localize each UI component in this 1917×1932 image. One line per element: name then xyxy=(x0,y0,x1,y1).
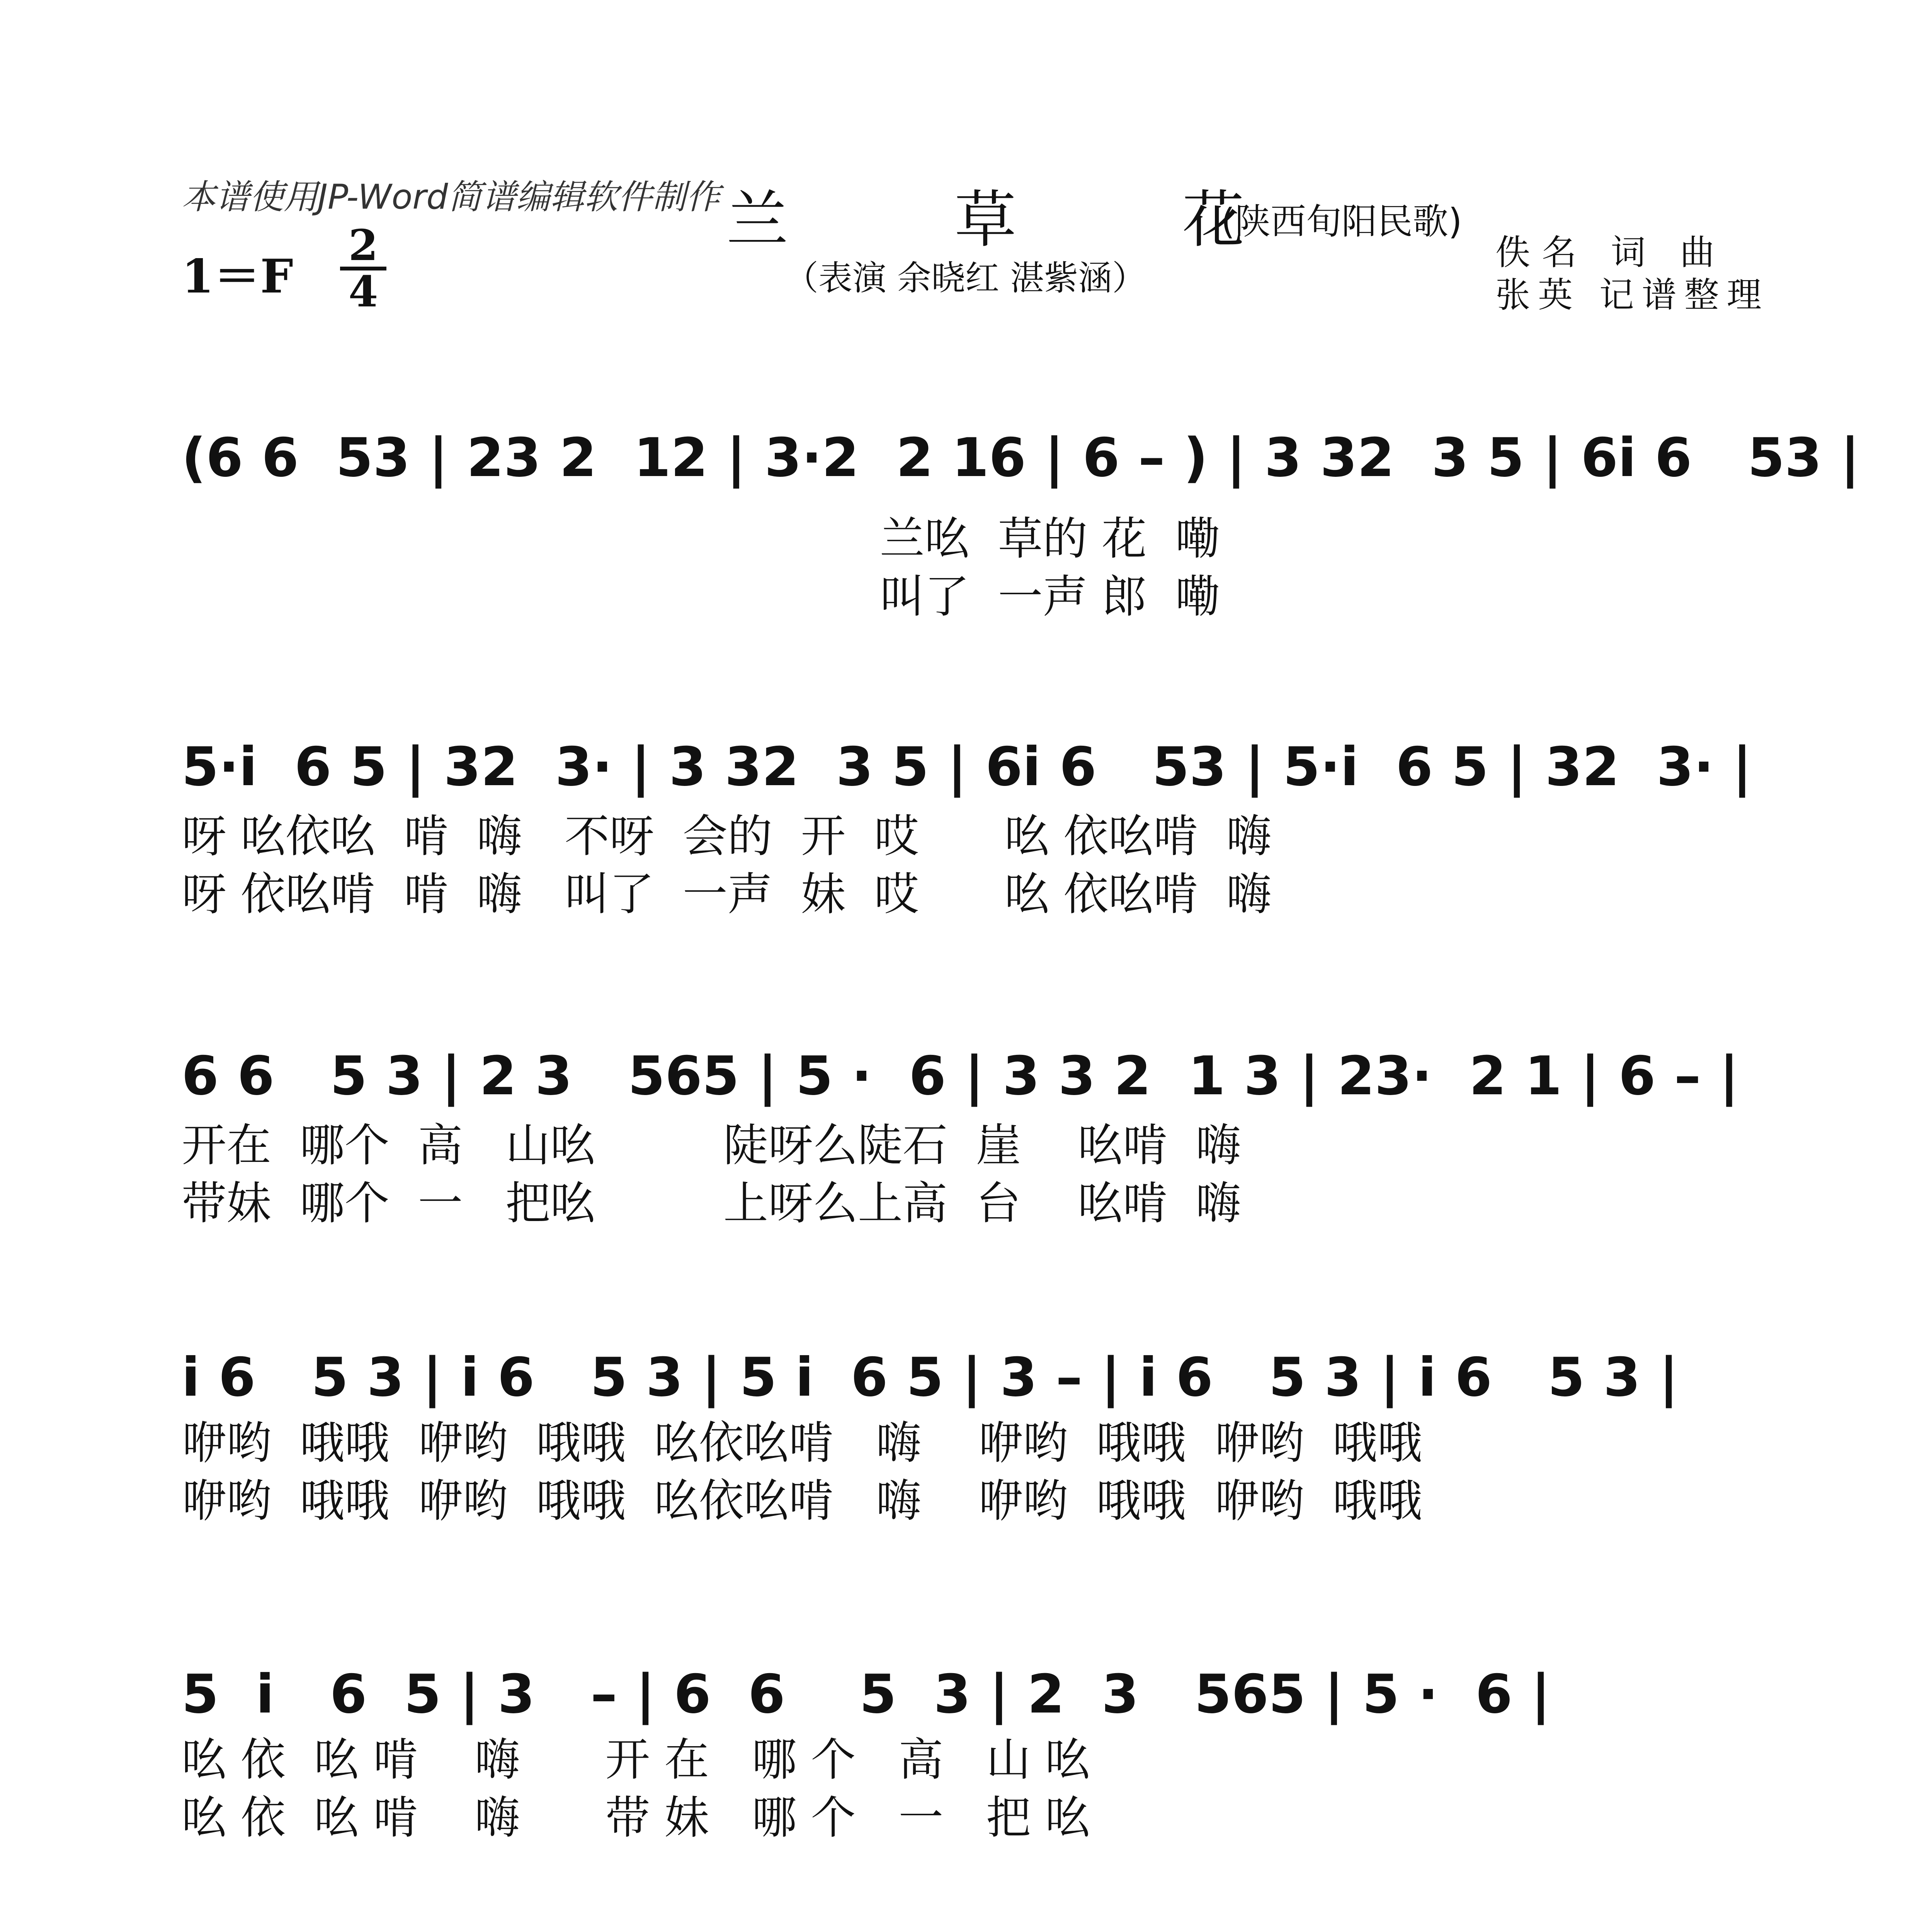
notation-line: 6 6 5 3 | 2 3 565 | 5 · 6 | 3 3 2 1 3 | 23· 2 1 | 6 – | xyxy=(182,1045,1739,1107)
notation-line: i 6 5 3 | i 6 5 3 | 5 i 6 5 | 3 – | i 6 5 3 | i 6 5 3 | xyxy=(182,1346,1679,1408)
lyrics-verse-2: 叫了 一声 郎 嘞 xyxy=(182,571,1220,623)
title-char-2: 草 xyxy=(954,184,1017,256)
time-signature xyxy=(340,220,386,316)
lyrics-verse-2: 呀 依吆啃 啃 嗨 叫了 一声 妹 哎 吆 依吆啃 嗨 xyxy=(182,868,1272,920)
notation-line: 5 i 6 5 | 3 – | 6 6 5 3 | 2 3 565 | 5 · 6 | xyxy=(182,1663,1551,1725)
lyrics-verse-1: 呀 吆依吆 啃 嗨 不呀 会的 开 哎 吆 依吆啃 嗨 xyxy=(182,810,1272,862)
lyrics-verse-1: 吆 依 吆 啃 嗨 开 在 哪 个 高 山 吆 xyxy=(182,1734,1090,1786)
lyrics-verse-1: 咿哟 哦哦 咿哟 哦哦 吆依吆啃 嗨 咿哟 哦哦 咿哟 哦哦 xyxy=(182,1417,1422,1469)
song-title xyxy=(726,170,1244,259)
lyricist-composer: 佚名 词 曲 xyxy=(1495,232,1726,273)
time-signature-numerator: 2 xyxy=(340,224,386,270)
software-credit: 本谱使用JP-Word简谱编辑软件制作 xyxy=(182,177,720,217)
lyrics-verse-2: 吆 依 吆 啃 嗨 带 妹 哪 个 一 把 吆 xyxy=(182,1792,1090,1844)
song-subtitle: (陕西旬阳民歌) xyxy=(1221,201,1462,242)
title-char-3: 花 xyxy=(1182,184,1245,256)
lyrics-verse-2: 带妹 哪个 一 把吆 上呀么上高 台 吆啃 嗨 xyxy=(182,1177,1241,1230)
key-signature: 1＝F xyxy=(182,249,293,304)
notation-line: 5·i 6 5 | 32 3· | 3 32 3 5 | 6i 6 53 | 5·i 6 5 | 32 3· | xyxy=(182,736,1752,798)
lyrics-verse-1: 开在 哪个 高 山吆 陡呀么陡石 崖 吆啃 嗨 xyxy=(182,1119,1241,1172)
transcriber: 张英 记谱整理 xyxy=(1495,275,1769,315)
lyrics-verse-2: 咿哟 哦哦 咿哟 哦哦 吆依吆啃 嗨 咿哟 哦哦 咿哟 哦哦 xyxy=(182,1475,1422,1527)
lyrics-verse-1: 兰吆 草的 花 嘞 xyxy=(182,513,1220,565)
performers: （表演 余晓红 湛紫涵） xyxy=(784,258,1146,298)
notation-line: (6 6 53 | 23 2 12 | 3·2 2 16 | 6 – ) | 3 32 3 5 | 6i 6 53 | xyxy=(182,427,1860,489)
time-signature-denominator: 4 xyxy=(348,267,378,316)
title-char-1: 兰 xyxy=(726,184,789,256)
